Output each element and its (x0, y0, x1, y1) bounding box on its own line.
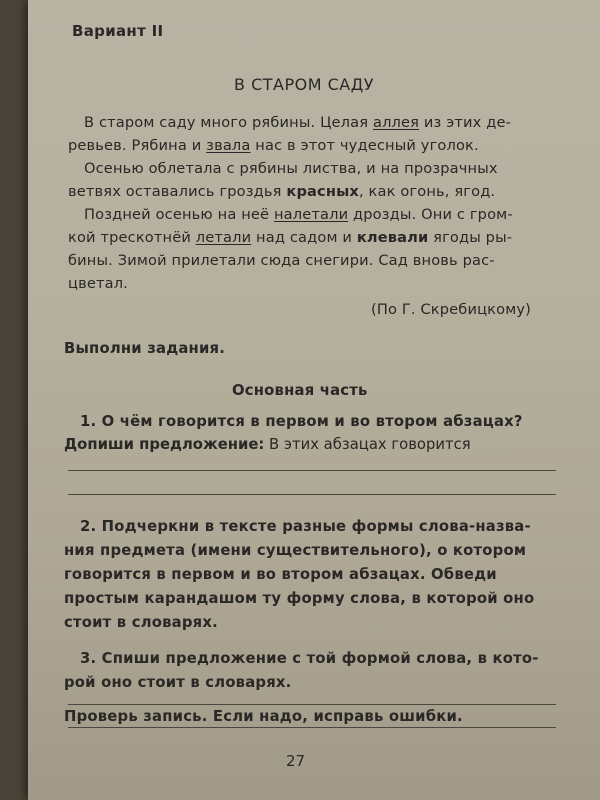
workbook-page (28, 0, 600, 800)
text-fragment: нас в этот чудесный уголок. (250, 137, 479, 154)
story-line (68, 137, 479, 154)
bold-word: красных (286, 183, 359, 200)
text-fragment: ревьев. Рябина и (68, 137, 207, 154)
story-line (68, 252, 495, 269)
task-2-line: ния предмета (имени существительного), о котором (64, 542, 527, 559)
text-fragment: Поздней осенью на неё (84, 206, 274, 223)
text-fragment: Осенью облетала с рябины листва, и на прозрачных (84, 160, 498, 177)
task-1-question: 1. О чём говорится в первом и во втором абзацах? (80, 413, 523, 430)
task-1-prompt-bold: Допиши предложение: (64, 436, 265, 453)
bold-word: клевали (356, 229, 429, 246)
text-fragment: ветвях оставались гроздья (68, 183, 287, 200)
task-1-prompt-start: В этих абзацах говорится (264, 436, 471, 453)
task-3-line: рой оно стоит в словарях. (64, 674, 292, 691)
task-3-line: 3. Спиши предложение с той формой слова, в кото- (80, 650, 539, 667)
story-line (68, 183, 495, 200)
task-1-prompt (64, 436, 471, 453)
text-fragment: кой трескотнёй (68, 229, 196, 246)
answer-line[interactable] (68, 494, 556, 495)
task-2-line: стоит в словарях. (64, 614, 218, 631)
story-line (84, 114, 511, 131)
check-instruction: Проверь запись. Если надо, исправь ошибки. (64, 708, 463, 725)
task-2-line: говорится в первом и во втором абзацах. Обведи (64, 566, 497, 583)
story-title: В СТАРОМ САДУ (234, 75, 374, 94)
answer-line[interactable] (68, 704, 556, 705)
underlined-word: налетали (273, 206, 349, 223)
underlined-word: звала (206, 137, 251, 154)
task-2-line: простым карандашом ту форму слова, в которой оно (64, 590, 535, 607)
page-number: 27 (286, 752, 306, 770)
section-heading: Основная часть (232, 382, 368, 399)
text-fragment: цветал. (68, 275, 128, 292)
author-credit: (По Г. Скребицкому) (371, 301, 532, 318)
story-line (68, 229, 512, 246)
text-fragment: бины. Зимой прилетали сюда снегири. Сад вновь рас- (68, 252, 495, 269)
underlined-word: аллея (372, 114, 420, 131)
text-fragment: над садом и (251, 229, 357, 246)
text-fragment: ягоды ры- (428, 229, 513, 246)
underlined-word: летали (195, 229, 252, 246)
text-fragment: из этих де- (419, 114, 512, 131)
story-line (84, 206, 513, 223)
story-line (84, 160, 498, 177)
text-fragment: В старом саду много рябины. Целая (84, 114, 373, 131)
answer-line[interactable] (68, 727, 556, 728)
tasks-heading: Выполни задания. (64, 340, 226, 357)
variant-heading: Вариант II (72, 22, 164, 40)
text-fragment: дрозды. Они с гром- (348, 206, 513, 223)
task-2-line: 2. Подчеркни в тексте разные формы слова-назва- (80, 518, 531, 535)
story-line (68, 275, 128, 292)
text-fragment: , как огонь, ягод. (358, 183, 496, 200)
answer-line[interactable] (68, 470, 556, 471)
